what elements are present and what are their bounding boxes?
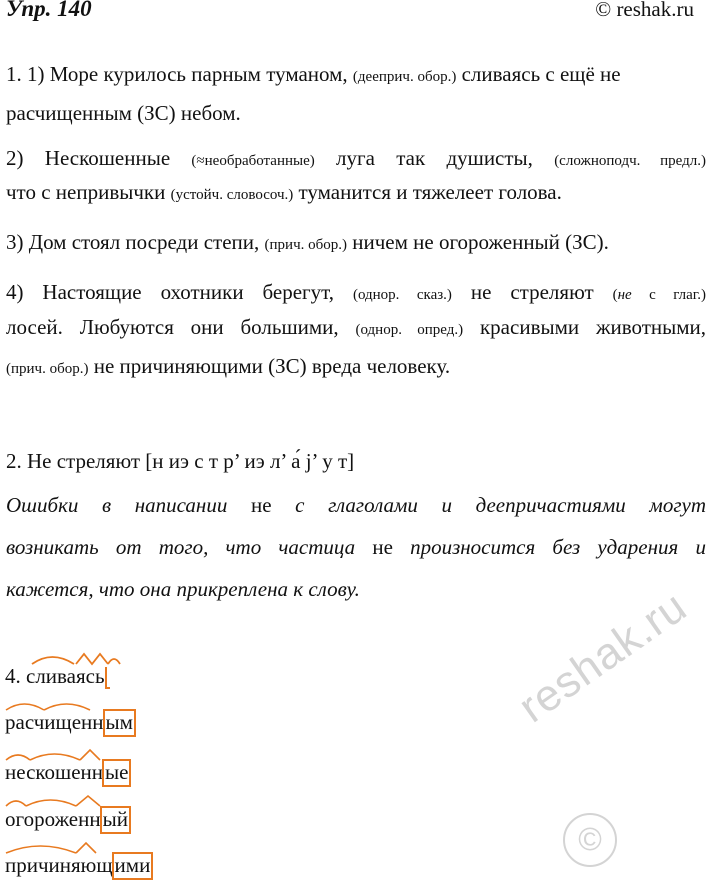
text: лосей. Любуются они большими, <box>6 315 356 339</box>
text: 2) Нескошенные <box>6 146 192 170</box>
site-credit: © reshak.ru <box>595 0 694 21</box>
morph-ending: ым <box>103 709 136 737</box>
exercise-title: Упр. 140 <box>6 0 92 21</box>
morph-word-4 <box>5 806 131 834</box>
text: красивыми животными, <box>463 315 706 339</box>
morph-ending: ый <box>100 806 131 834</box>
morph-stem: огороженн <box>5 807 101 831</box>
text: что с непривычки <box>6 180 171 204</box>
note-part: не <box>617 287 632 303</box>
paragraph-4 <box>6 274 706 313</box>
paragraph-1 <box>6 56 706 131</box>
note: (≈необработанные) <box>191 153 315 169</box>
text: сливаясь с ещё не <box>456 62 621 86</box>
morph-stem: причиняющ <box>5 853 113 877</box>
note: (дееприч. обор.) <box>352 69 457 85</box>
note: (сложноподч. предл.) <box>554 153 706 169</box>
morph-ending: ими <box>112 852 154 880</box>
note-part: ( <box>612 287 618 303</box>
paragraph-4-line3 <box>6 348 706 387</box>
note <box>613 287 706 303</box>
morph-stem: сливаясь <box>26 664 105 688</box>
text: возникать от того, что частица <box>6 535 373 559</box>
text: с глаголами и деепричастиями могут <box>271 493 706 517</box>
morph-arcs-3 <box>4 746 134 764</box>
morph-ending: ые <box>102 759 131 787</box>
text: Ошибки в написании <box>6 493 251 517</box>
phonetic-transcription: 2. Не стреляют [н иэ с т р’ иэ л’ а́ j’ у т] <box>6 449 355 473</box>
rule-line-1 <box>6 487 706 523</box>
text: расчищенным (ЗС) небом. <box>6 101 241 125</box>
watermark-copyright-icon: © <box>563 813 617 867</box>
morph-arcs-1 <box>30 650 120 670</box>
watermark-text: reshak.ru <box>510 581 696 733</box>
text: не причиняющими (ЗС) вреда человеку. <box>88 354 451 378</box>
paragraph-4-line2 <box>6 309 706 348</box>
morph-stem: нескошенн <box>5 760 104 784</box>
text: 1. 1) Море курилось парным туманом, <box>6 62 353 86</box>
morph-arcs-2 <box>4 696 114 714</box>
note: (прич. обор.) <box>264 237 347 253</box>
paragraph-2-line2 <box>6 174 706 213</box>
text: туманится и тяжелеет голова. <box>293 180 562 204</box>
morph-arcs-4 <box>4 792 134 810</box>
item-number: 4. <box>5 664 26 688</box>
note-part: с глаг.) <box>631 287 706 303</box>
rule-line-3: кажется, что она прикреплена к слову. <box>6 577 360 601</box>
text: луга так душисты, <box>314 146 555 170</box>
text: 3) Дом стоял посреди степи, <box>6 230 265 254</box>
morph-stem: расчищенн <box>5 710 104 734</box>
text: произносится без ударения и <box>392 535 706 559</box>
text: ничем не огороженный (ЗС). <box>347 230 609 254</box>
zero-ending-marker <box>105 667 110 689</box>
note: (однор. сказ.) <box>352 287 452 303</box>
rule-line-2 <box>6 529 706 565</box>
paragraph-3 <box>6 224 706 263</box>
note: (прич. обор.) <box>6 361 89 377</box>
text: не <box>372 535 393 559</box>
note: (однор. опред.) <box>355 322 464 338</box>
note: (устойч. словосоч.) <box>170 187 294 203</box>
text: 4) Настоящие охотники берегут, <box>6 280 353 304</box>
morph-arcs-5 <box>4 839 134 857</box>
text: не <box>250 493 272 517</box>
text: не стреляют <box>451 280 613 304</box>
